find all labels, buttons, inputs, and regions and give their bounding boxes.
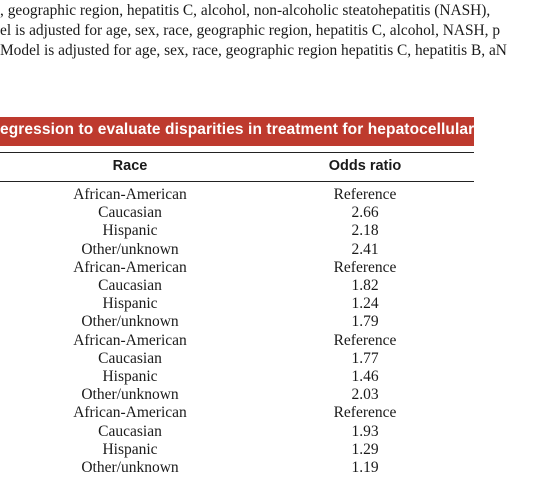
odds-ratio-cell: 2.03 <box>351 386 379 404</box>
race-cell: African-American <box>73 331 187 349</box>
odds-ratio-cell: 1.19 <box>351 459 379 476</box>
footnote-line-2: el is adjusted for age, sex, race, geographic region, hepatitis C, alcohol, NASH, p <box>0 22 501 39</box>
table-row <box>0 457 474 481</box>
race-cell: African-American <box>73 186 187 203</box>
odds-ratio-cell: 1.46 <box>351 368 379 385</box>
table-header-rule <box>0 181 474 182</box>
race-cell: Caucasian <box>98 349 162 367</box>
odds-ratio-cell: 1.24 <box>351 295 379 313</box>
race-cell: Other/unknown <box>81 240 179 258</box>
race-cell: Caucasian <box>98 277 162 294</box>
odds-ratio-cell: Reference <box>333 186 397 203</box>
table-title: egression to evaluate disparities in treatment for hepatocellular carcinon <box>0 121 544 138</box>
odds-ratio-cell: 1.79 <box>351 313 379 331</box>
odds-ratio-cell: Reference <box>333 404 397 422</box>
odds-ratio-cell: Reference <box>333 258 397 276</box>
column-header-odds-ratio: Odds ratio <box>328 158 402 174</box>
table-top-rule <box>0 152 474 153</box>
table-title-bar <box>0 117 544 146</box>
odds-ratio-cell: Reference <box>333 331 397 349</box>
column-header-race: Race <box>112 158 148 174</box>
race-cell: Caucasian <box>98 422 162 440</box>
race-cell: Other/unknown <box>81 459 179 476</box>
race-cell: Other/unknown <box>81 313 179 331</box>
footnote-line-3: Model is adjusted for age, sex, race, geographic region hepatitis C, hepatitis B, aN <box>0 42 507 59</box>
race-cell: Hispanic <box>102 295 158 313</box>
race-cell: Hispanic <box>102 440 158 458</box>
odds-ratio-cell: 2.41 <box>351 240 379 258</box>
odds-ratio-cell: 1.77 <box>351 349 379 367</box>
odds-ratio-cell: 1.29 <box>351 440 379 458</box>
odds-ratio-cell: 2.66 <box>351 204 379 222</box>
odds-ratio-cell: 1.82 <box>351 277 379 294</box>
race-cell: Caucasian <box>98 204 162 222</box>
footnote-line-1: , geographic region, hepatitis C, alcohol, non-alcoholic steatohepatitis (NASH), <box>0 2 491 19</box>
odds-ratio-cell: 1.93 <box>351 422 379 440</box>
race-cell: Hispanic <box>102 222 158 240</box>
race-cell: African-American <box>73 258 187 276</box>
race-cell: Hispanic <box>102 368 158 385</box>
race-cell: Other/unknown <box>81 386 179 404</box>
odds-ratio-cell: 2.18 <box>351 222 379 240</box>
race-cell: African-American <box>73 404 187 422</box>
